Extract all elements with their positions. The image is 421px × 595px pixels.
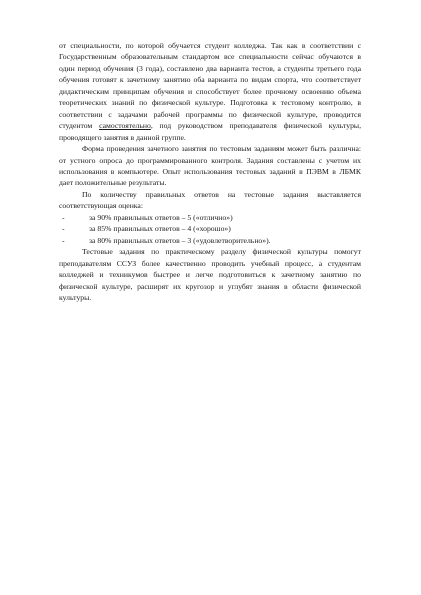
paragraph-grading-intro: По количеству правильных ответов на тестовые задания выставляется соответствующая оценка:: [59, 189, 361, 211]
grading-item-text: за 80% правильных ответов – 3 («удовлетворительно»).: [89, 235, 271, 245]
grading-item-text: за 90% правильных ответов – 5 («отлично»): [89, 212, 233, 222]
paragraph-conclusion: Тестовые задания по практическому разделу физической культуры помогут преподавателям ССУЗ более качественно проводить учебный процесс, а студентам колледжей и техникумов быстрее и легче подготовиться к зачетному занятию по физической культуре, расширят их кругозор и углубят знания в области физической культуры.: [59, 247, 361, 302]
grading-item: [59, 235, 361, 246]
underlined-word: самостоятельно: [99, 121, 151, 131]
grading-list: [59, 212, 361, 246]
paragraph-text: от специальности, по которой обучается студент колледжа. Так как в соответствии с Государственным образовательным стандартом все специальности сейчас обучаются в один период обучения (3 года), составлено два варианта тестов, а студенты третьего года обучения готовят к зачетному занятию оба варианта по видам спорта, что соответствует дидактическим принципам обучения и способствует более прочному освоению объема теоретических знаний по физической культуре. Подготовка к тестовому контролю, в соответствии с задачами рабочей программы по физической культуре, проводится студентом: [59, 41, 361, 131]
paragraph-exam-form: Форма проведения зачетного занятия по тестовым заданиям может быть различна: от устного опроса до программированного контроля. Задания составлены с учетом их использования в компьютере. Опыт использования тестовых заданий в ПЭВМ в ЛБМК дает положительные результаты.: [59, 144, 361, 188]
list-dash: -: [62, 224, 65, 234]
list-dash: -: [62, 235, 65, 245]
list-dash: -: [62, 212, 65, 222]
body-text: [59, 40, 361, 303]
grading-item-text: за 85% правильных ответов – 4 («хорошо»): [89, 224, 231, 234]
paragraph-tests-variants: [59, 40, 361, 143]
grading-item: [59, 212, 361, 223]
grading-item: [59, 223, 361, 234]
paragraph-text: , под руководством преподавателя физической культуры, проводящего занятия в данной группе.: [59, 121, 361, 142]
